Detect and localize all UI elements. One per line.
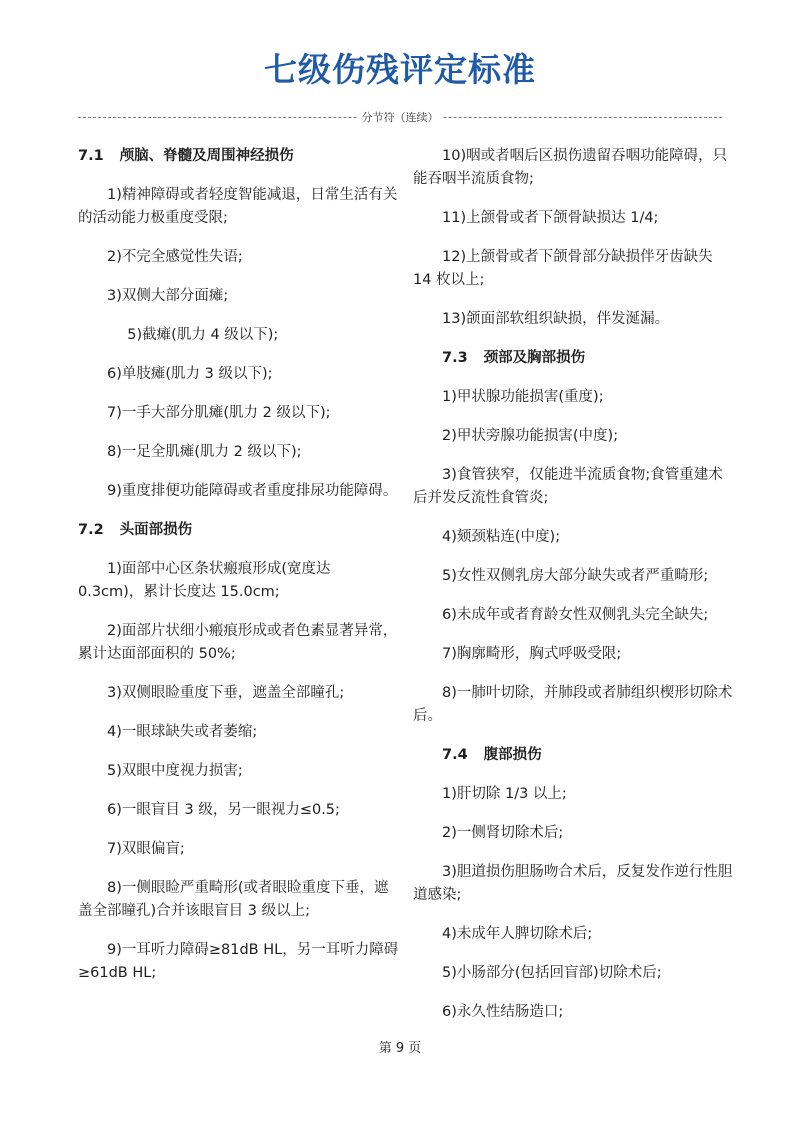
section-title: 头面部损伤 [119, 522, 193, 538]
list-item: 3)双侧眼睑重度下垂，遮盖全部瞳孔; [107, 685, 345, 701]
section-number: 7.1 [78, 148, 104, 164]
list-item: 2)甲状旁腺功能损害(中度); [442, 428, 619, 444]
list-item: 1)精神障碍或者轻度智能减退，日常生活有关的活动能力极重度受限; [78, 187, 398, 226]
list-item: 6)单肢瘫(肌力 3 级以下); [107, 366, 273, 382]
section-title: 颈部及胸部损伤 [483, 350, 586, 366]
list-item: 13)颌面部软组织缺损，伴发涎漏。 [442, 311, 670, 327]
list-item: 6)未成年或者育龄女性双侧乳头完全缺失; [442, 607, 709, 623]
section-number: 7.4 [442, 747, 468, 763]
section-break-marker [78, 111, 722, 125]
section-number: 7.3 [442, 350, 468, 366]
list-item: 3)食管狭窄，仅能进半流质食物;食管重建术后并发反流性食管炎; [413, 467, 723, 506]
list-item: 5)双眼中度视力损害; [107, 763, 243, 779]
section-heading [413, 744, 735, 767]
list-item: 7)胸廓畸形，胸式呼吸受限; [442, 646, 622, 662]
list-item: 1)面部中心区条状瘢痕形成(宽度达 0.3cm)，累计长度达 15.0cm; [78, 561, 331, 600]
list-item: 8)一侧眼睑严重畸形(或者眼睑重度下垂，遮盖全部瞳孔)合并该眼盲目 3 级以上; [78, 880, 389, 919]
list-item: 4)颏颈粘连(中度); [442, 529, 561, 545]
left-column [78, 145, 400, 1001]
list-item: 9)一耳听力障碍≥81dB HL，另一耳听力障碍≥61dB HL; [78, 942, 399, 981]
list-item: 6)永久性结肠造口; [442, 1004, 564, 1020]
right-column [413, 145, 735, 1040]
list-item: 2)不完全感觉性失语; [107, 249, 243, 265]
list-item: 1)肝切除 1/3 以上; [442, 786, 567, 802]
list-item: 8)一肺叶切除，并肺段或者肺组织楔形切除术后。 [413, 685, 733, 724]
list-item: 5)女性双侧乳房大部分缺失或者严重畸形; [442, 568, 709, 584]
list-item: 3)胆道损伤胆肠吻合术后，反复发作逆行性胆道感染; [413, 864, 733, 903]
list-item: 2)一侧肾切除术后; [442, 825, 564, 841]
list-item: 8)一足全肌瘫(肌力 2 级以下); [107, 444, 302, 460]
section-number: 7.2 [78, 522, 104, 538]
list-item: 9)重度排便功能障碍或者重度排尿功能障碍。 [107, 483, 398, 499]
page-title: 七级伤残评定标准 [264, 50, 536, 89]
section-heading [78, 145, 400, 168]
list-item: 5)小肠部分(包括回盲部)切除术后; [442, 965, 662, 981]
list-item: 10)咽或者咽后区损伤遗留吞咽功能障碍，只能吞咽半流质食物; [413, 148, 728, 187]
list-item: 4)未成年人脾切除术后; [442, 926, 593, 942]
list-item: 5)截瘫(肌力 4 级以下); [127, 327, 279, 343]
page-number: 第 9 页 [378, 1041, 422, 1056]
list-item: 4)一眼球缺失或者萎缩; [107, 724, 258, 740]
list-item: 12)上颌骨或者下颌骨部分缺损伴牙齿缺失 14 枚以上; [413, 249, 713, 288]
section-heading [78, 519, 400, 542]
list-item: 3)双侧大部分面瘫; [107, 288, 229, 304]
section-heading [413, 347, 735, 370]
section-title: 腹部损伤 [483, 747, 542, 763]
list-item: 11)上颌骨或者下颌骨缺损达 1/4; [442, 210, 659, 226]
list-item: 1)甲状腺功能损害(重度); [442, 389, 604, 405]
list-item: 2)面部片状细小瘢痕形成或者色素显著异常，累计达面部面积的 50%; [78, 623, 398, 662]
section-title: 颅脑、脊髓及周围神经损伤 [119, 148, 294, 164]
list-item: 7)双眼偏盲; [107, 841, 185, 857]
list-item: 6)一眼盲目 3 级，另一眼视力≤0.5; [107, 802, 340, 818]
section-break-label: 分节符（连续） [358, 111, 443, 125]
list-item: 7)一手大部分肌瘫(肌力 2 级以下); [107, 405, 331, 421]
